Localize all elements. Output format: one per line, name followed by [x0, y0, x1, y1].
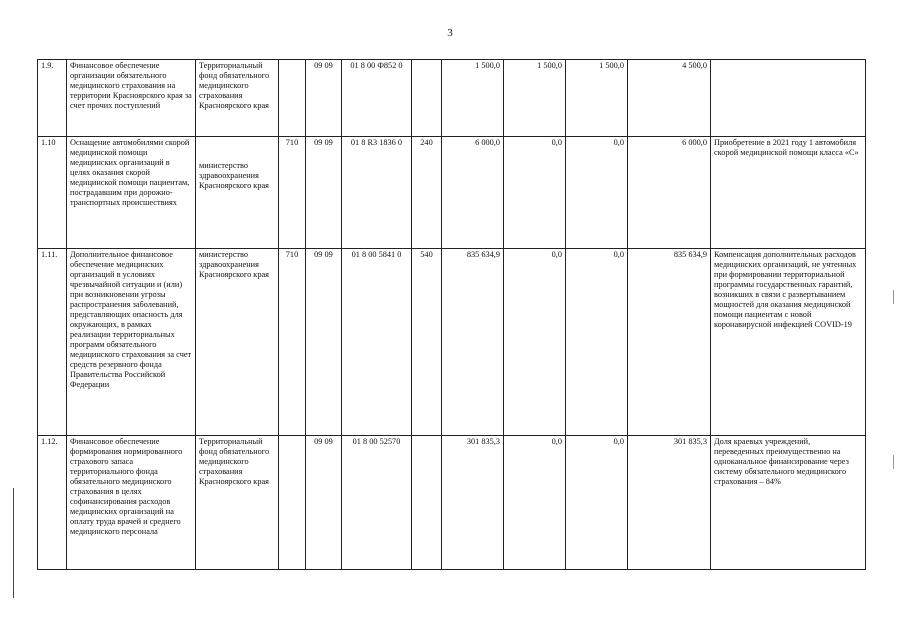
row-description: Финансовое обеспечение формирования нормированного страхового запаса территориального фонда обязательного медицинского страхования в целях софинансирования расходов медицинских организаций на оплату труда врачей и среднего медицинского персонала: [67, 436, 196, 570]
row-number: 1.11.: [38, 249, 67, 436]
scan-edge-mark: [893, 455, 894, 469]
row-grbs-code: [279, 436, 306, 570]
row-expected-result: Доля краевых учреждений, переведенных преимущественно на одноканальное финансирование через систему обязательного медицинского страхования – 84%: [711, 436, 866, 570]
row-amount-2023: 0,0: [566, 249, 628, 436]
row-expense-type: 240: [412, 137, 442, 249]
row-target-code: 01 8 00 Ф852 0: [342, 60, 412, 137]
table-row: [38, 60, 866, 137]
row-amount-total: 301 835,3: [628, 436, 711, 570]
row-amount-total: 835 634,9: [628, 249, 711, 436]
budget-table: [37, 59, 866, 570]
page-number: 3: [447, 27, 453, 39]
row-expense-type: [412, 436, 442, 570]
table-row: [38, 249, 866, 436]
row-executor: министерство здравоохранения Красноярского края: [196, 249, 279, 436]
row-amount-2023: 1 500,0: [566, 60, 628, 137]
row-target-code: 01 8 00 52570: [342, 436, 412, 570]
row-amount-2021: 6 000,0: [442, 137, 504, 249]
row-executor: министерство здравоохранения Красноярского края: [196, 137, 279, 249]
row-target-code: 01 8 00 5841 0: [342, 249, 412, 436]
row-amount-2021: 1 500,0: [442, 60, 504, 137]
row-section-code: 09 09: [306, 249, 342, 436]
row-amount-total: 6 000,0: [628, 137, 711, 249]
row-number: 1.9.: [38, 60, 67, 137]
row-expected-result: [711, 60, 866, 137]
row-amount-2022: 1 500,0: [504, 60, 566, 137]
row-grbs-code: [279, 60, 306, 137]
row-section-code: 09 09: [306, 60, 342, 137]
row-amount-2021: 835 634,9: [442, 249, 504, 436]
row-amount-2022: 0,0: [504, 436, 566, 570]
row-description: Оснащение автомобилями скорой медицинской помощи медицинских организаций в целях оказания скорой медицинской помощи пациентам, пострадавшим при дорожно-транспортных происшествиях: [67, 137, 196, 249]
row-number: 1.10: [38, 137, 67, 249]
row-target-code: 01 8 R3 1836 0: [342, 137, 412, 249]
row-expense-type: 540: [412, 249, 442, 436]
table-row: [38, 436, 866, 570]
row-amount-2023: 0,0: [566, 137, 628, 249]
scan-edge-mark: [13, 488, 14, 598]
row-section-code: 09 09: [306, 137, 342, 249]
table-row: [38, 137, 866, 249]
row-expected-result: Приобретение в 2021 году 1 автомобиля скорой медицинской помощи класса «С»: [711, 137, 866, 249]
row-amount-2023: 0,0: [566, 436, 628, 570]
row-amount-2021: 301 835,3: [442, 436, 504, 570]
row-amount-2022: 0,0: [504, 137, 566, 249]
row-section-code: 09 09: [306, 436, 342, 570]
row-executor: Территориальный фонд обязательного медицинского страхования Красноярского края: [196, 436, 279, 570]
row-number: 1.12.: [38, 436, 67, 570]
row-executor: Территориальный фонд обязательного медицинского страхования Красноярского края: [196, 60, 279, 137]
scan-edge-mark: [893, 290, 894, 304]
row-expected-result: Компенсация дополнительных расходов медицинских организаций, не учтенных при формировании территориальной программы государственных гарантий, возникших в связи с развертыванием мощностей для оказания медицинской помощи пациентам с новой коронавирусной инфекцией COVID-19: [711, 249, 866, 436]
row-grbs-code: 710: [279, 249, 306, 436]
row-description: Дополнительное финансовое обеспечение медицинских организаций в условиях чрезвычайной ситуации и (или) при возникновении угрозы распространения заболеваний, представляющих опасность для окружающих, в рамках реализации территориальных программ обязательного медицинского страхования за счет средств резервного фонда Правительства Российской Федерации: [67, 249, 196, 436]
row-expense-type: [412, 60, 442, 137]
row-grbs-code: 710: [279, 137, 306, 249]
row-amount-total: 4 500,0: [628, 60, 711, 137]
row-amount-2022: 0,0: [504, 249, 566, 436]
row-description: Финансовое обеспечение организации обязательного медицинского страхования на территории Красноярского края за счет прочих поступлений: [67, 60, 196, 137]
